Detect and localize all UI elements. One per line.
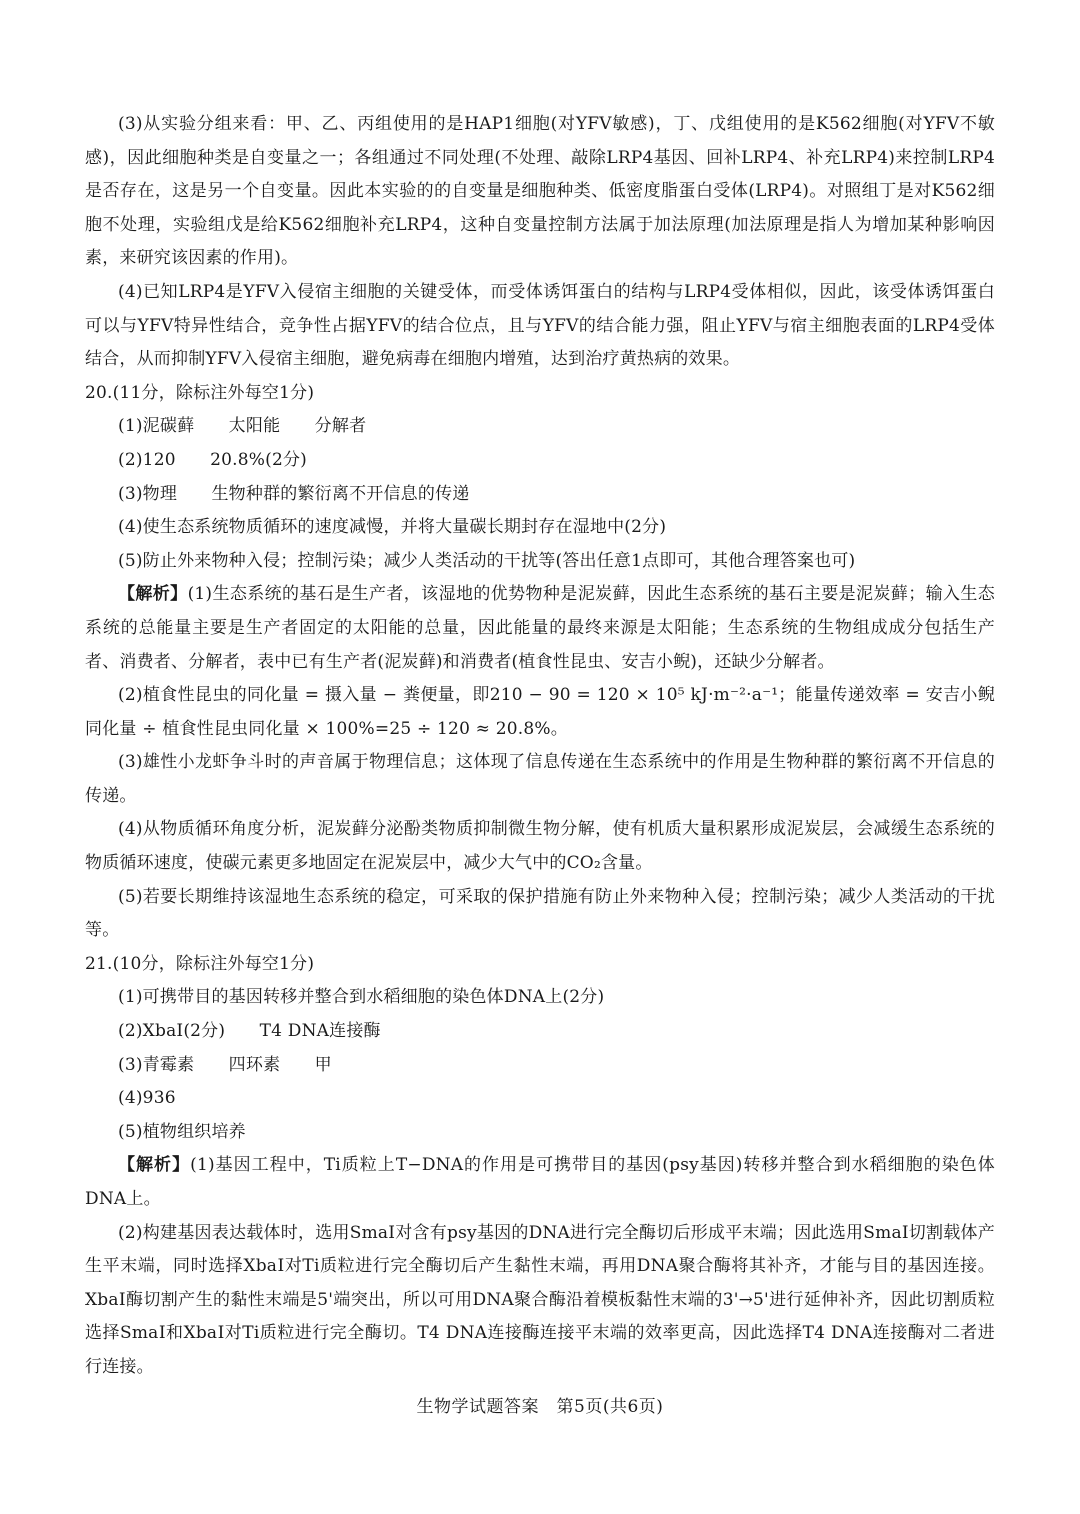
q20-analysis-3: (3)雄性小龙虾争斗时的声音属于物理信息；这体现了信息传递在生态系统中的作用是生物种群的繁衍离不开信息的传递。 <box>85 752 995 806</box>
q21-answer-4: (4)936 <box>118 1088 176 1109</box>
q20-heading: 20.(11分，除标注外每空1分) <box>85 382 315 403</box>
page-footer: 生物学试题答案 第5页(共6页) <box>416 1397 664 1417</box>
q21-analysis-label: 【解析】 <box>118 1155 191 1176</box>
q21-analysis-2: (2)构建基因表达载体时，选用SmaⅠ对含有psy基因的DNA进行完全酶切后形成平末端；因此选用SmaⅠ切割载体产生平末端，同时选择XbaⅠ对Ti质粒进行完全酶切后产生黏性末端，再用DNA聚合酶将其补齐，才能与目的基因连接。XbaⅠ酶切割产生的黏性末端是5'端突出，所以可用DNA聚合酶沿着模板黏性末端的3'→5'进行延伸补齐，因此切割质粒选择SmaⅠ和XbaⅠ对Ti质粒进行完全酶切。T4 DNA连接酶连接平末端的效率更高，因此选择T4 DNA连接酶对二者进行连接。 <box>85 1222 995 1377</box>
q20-answer-5: (5)防止外来物种入侵；控制污染；减少人类活动的干扰等(答出任意1点即可，其他合理答案也可) <box>118 550 856 571</box>
q21-analysis-1-text: (1)基因工程中，Ti质粒上T−DNA的作用是可携带目的基因(psy基因)转移并整合到水稻细胞的染色体DNA上。 <box>85 1155 995 1209</box>
q20-answer-4: (4)使生态系统物质循环的速度减慢，并将大量碳长期封存在湿地中(2分) <box>118 517 667 538</box>
q21-answer-1: (1)可携带目的基因转移并整合到水稻细胞的染色体DNA上(2分) <box>118 987 605 1008</box>
q20-analysis-1 <box>85 578 995 679</box>
q20-answer-2: (2)120 20.8%(2分) <box>118 449 308 470</box>
q21-heading: 21.(10分，除标注外每空1分) <box>85 953 315 974</box>
q20-analysis-1-text: (1)生态系统的基石是生产者，该湿地的优势物种是泥炭藓，因此生态系统的基石主要是泥炭藓；输入生态系统的总能量主要是生产者固定的太阳能的总量，因此能量的最终来源是太阳能；生态系统的生物组成成分包括生产者、消费者、分解者，表中已有生产者(泥炭藓)和消费者(植食性昆虫、安吉小鲵)，还缺少分解者。 <box>85 584 995 672</box>
q21-answer-3: (3)青霉素 四环素 甲 <box>118 1054 332 1075</box>
q21-answer-5: (5)植物组织培养 <box>118 1121 246 1142</box>
q20-answer-3: (3)物理 生物种群的繁衍离不开信息的传递 <box>118 483 470 504</box>
q19-analysis-4: (4)已知LRP4是YFV入侵宿主细胞的关键受体，而受体诱饵蛋白的结构与LRP4受体相似，因此，该受体诱饵蛋白可以与YFV特异性结合，竞争性占据YFV的结合位点，且与YFV的结合能力强，阻止YFV与宿主细胞表面的LRP4受体结合，从而抑制YFV入侵宿主细胞，避免病毒在细胞内增殖，达到治疗黄热病的效果。 <box>85 281 995 370</box>
q20-analysis-label: 【解析】 <box>118 584 188 605</box>
page-content <box>85 108 995 1385</box>
q20-analysis-4: (4)从物质循环角度分析，泥炭藓分泌酚类物质抑制微生物分解，使有机质大量积累形成泥炭层，会减缓生态系统的物质循环速度，使碳元素更多地固定在泥炭层中，减少大气中的CO₂含量。 <box>85 819 995 874</box>
q20-answer-1: (1)泥碳藓 太阳能 分解者 <box>118 416 367 437</box>
q20-analysis-2: (2)植食性昆虫的同化量 = 摄入量 − 粪便量，即210 − 90 = 120 × 10⁵ kJ·m⁻²·a⁻¹；能量传递效率 = 安吉小鲵同化量 ÷ 植食性昆虫同化量 × 100%=25 ÷ 120 ≈ 20.8%。 <box>85 685 995 739</box>
q19-analysis-3: (3)从实验分组来看：甲、乙、丙组使用的是HAP1细胞(对YFV敏感)，丁、戊组使用的是K562细胞(对YFV不敏感)，因此细胞种类是自变量之一；各组通过不同处理(不处理、敲除LRP4基因、回补LRP4、补充LRP4)来控制LRP4是否存在，这是另一个自变量。因此本实验的的自变量是细胞种类、低密度脂蛋白受体(LRP4)。对照组丁是对K562细胞不处理，实验组戊是给K562细胞补充LRP4，这种自变量控制方法属于加法原理(加法原理是指人为增加某种影响因素，来研究该因素的作用)。 <box>85 114 995 269</box>
q20-analysis-5: (5)若要长期维持该湿地生态系统的稳定，可采取的保护措施有防止外来物种入侵；控制污染；减少人类活动的干扰等。 <box>85 886 995 941</box>
q21-analysis-1 <box>85 1149 995 1216</box>
q21-answer-2: (2)XbaⅠ(2分) T4 DNA连接酶 <box>118 1021 381 1042</box>
